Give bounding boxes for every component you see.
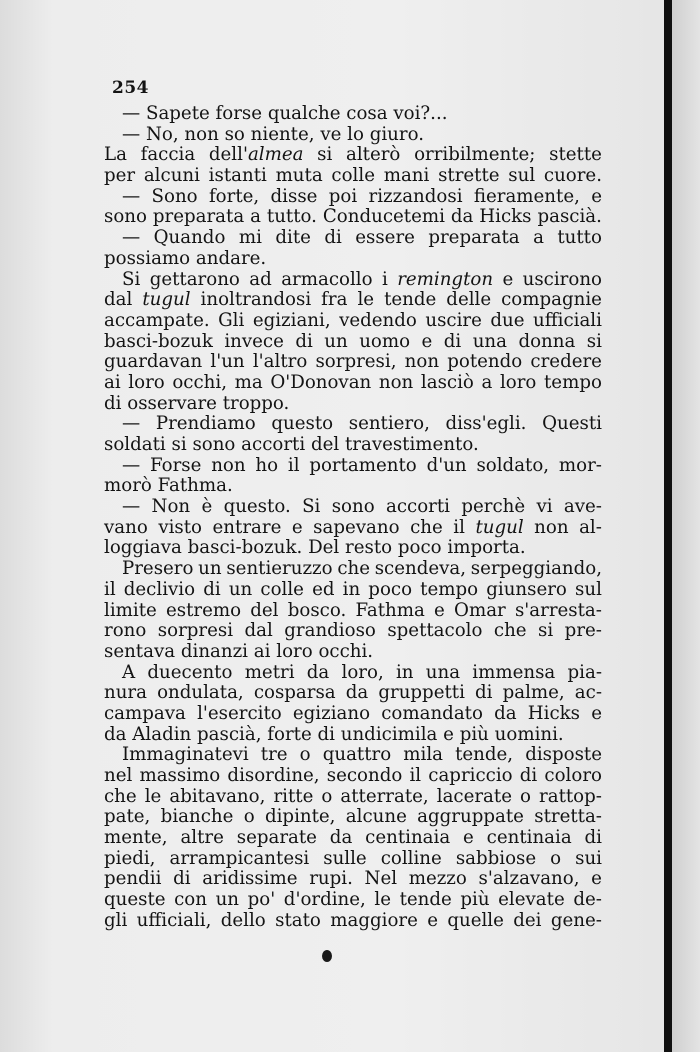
text-line: che le abitavano, ritte o atterrate, lacerate o rattop- (104, 785, 602, 807)
text-line: campava l'esercito egiziano comandato da Hicks e (104, 702, 602, 724)
ink-blot-ornament (322, 950, 332, 962)
text-line: morò Fathma. (104, 475, 233, 497)
page-edge (672, 0, 700, 1052)
text-line: mente, altre separate da centinaia e centinaia di (104, 827, 602, 849)
text-line: ai loro occhi, ma O'Donovan non lasciò a loro tempo (104, 371, 602, 393)
text-line: guardavan l'un l'altro sorpresi, non potendo credere (104, 351, 602, 373)
text-line: — No, non so niente, ve lo giuro. (122, 123, 424, 145)
text-line: pate, bianche o dipinte, alcune aggruppate stretta- (104, 806, 602, 828)
text-line: Si gettarono ad armacollo i remington e uscirono (122, 268, 602, 290)
text-line: pendii di aridissime rupi. Nel mezzo s'alzavano, e (104, 868, 602, 890)
text-line: sentava dinanzi ai loro occhi. (104, 640, 374, 662)
text-line: sono preparata a tutto. Conducetemi da Hicks pascià. (104, 206, 602, 228)
text-line: per alcuni istanti muta colle mani strette sul cuore. (104, 165, 602, 187)
text-line: vano visto entrare e sapevano che il tugul non al- (104, 516, 602, 538)
text-line: — Prendiamo questo sentiero, diss'egli. Questi (122, 413, 602, 435)
text-line: — Non è questo. Si sono accorti perchè vi ave- (122, 496, 602, 518)
text-line: rono sorpresi dal grandioso spettacolo che si pre- (104, 620, 602, 642)
text-line: nel massimo disordine, secondo il capriccio di coloro (104, 765, 602, 786)
text-line: il declivio di un colle ed in poco tempo giunsero sul (104, 578, 602, 600)
text-line: — Quando mi dite di essere preparata a tutto (122, 227, 602, 249)
text-line: gli ufficiali, dello stato maggiore e quelle dei gene- (104, 909, 602, 931)
text-line: limite estremo del bosco. Fathma e Omar s'arresta- (104, 599, 602, 621)
text-line: accampate. Gli egiziani, vedendo uscire due ufficiali (104, 309, 602, 331)
text-line: Presero un sentieruzzo che scendeva, serpeggiando, (122, 558, 602, 580)
text-line: A duecento metri da loro, in una immensa pia- (122, 661, 602, 683)
text-line: Immaginatevi tre o quattro mila tende, disposte (122, 744, 602, 766)
text-line: La faccia dell'almea si alterò orribilmente; stette (104, 144, 602, 166)
text-line: loggiava basci-bozuk. Del resto poco importa. (104, 537, 526, 559)
text-line: di osservare troppo. (104, 392, 290, 414)
text-line: — Sapete forse qualche cosa voi?... (122, 103, 448, 124)
text-line: da Aladin pascià, forte di undicimila e più uomini. (104, 723, 564, 745)
text-line: nura ondulata, cosparsa da gruppetti di palme, ac- (104, 682, 602, 704)
body-text (104, 104, 602, 932)
text-line: basci-bozuk invece di un uomo e di una donna si (104, 330, 602, 352)
text-line: — Forse non ho il portamento d'un soldato, mor- (122, 454, 602, 476)
text-line: possiamo andare. (104, 247, 267, 269)
page-number: 254 (112, 78, 149, 98)
text-line: — Sono forte, disse poi rizzandosi fieramente, e (122, 185, 602, 207)
text-line: queste con un po' d'ordine, le tende più elevate de- (104, 889, 602, 911)
text-line: piedi, arrampicantesi sulle colline sabbiose o sui (104, 847, 602, 869)
text-line: dal tugul inoltrandosi fra le tende delle compagnie (104, 289, 602, 311)
book-spine-shadow (664, 0, 672, 1052)
text-line: soldati si sono accorti del travestimento. (104, 434, 479, 455)
